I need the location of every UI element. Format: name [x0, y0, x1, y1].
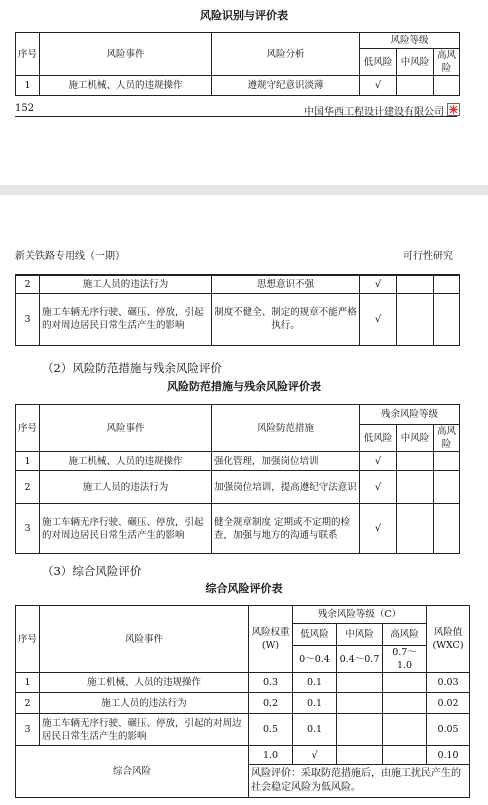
cell-weight: 0.3: [249, 673, 293, 693]
cell-high: [434, 275, 460, 293]
range-mid: 0.4～0.7: [337, 646, 383, 673]
cell-low: √: [360, 76, 397, 96]
mitigation-table: [15, 404, 460, 554]
cell-mid: [337, 693, 383, 714]
cell-analysis: 思想意识不强: [212, 275, 360, 293]
header-mid: 中风险: [397, 49, 434, 76]
risk-identification-table-continued: [15, 274, 460, 346]
cell-measure: 健全规章制度 定期或不定期的检查，加强与地方的沟通与联系: [212, 504, 360, 554]
page-separator: [0, 185, 488, 195]
header-seq: 序号: [16, 405, 40, 452]
cell-event: 施工人员的违法行为: [40, 693, 249, 714]
header-level: 残余风险等级: [360, 405, 460, 425]
total-mid: [337, 746, 383, 765]
cell-seq: 1: [16, 673, 40, 693]
cell-mid: [337, 673, 383, 693]
cell-low: √: [360, 504, 397, 554]
cell-seq: 3: [16, 504, 40, 554]
cell-seq: 1: [16, 452, 40, 471]
cell-mid: [397, 76, 434, 96]
cell-measure: 强化管理，加强岗位培训: [212, 452, 360, 471]
header-level: 风险等级: [360, 33, 460, 49]
table-row: [16, 471, 460, 504]
cell-analysis: 制度不健全、制定的规章不能严格执行。: [212, 293, 360, 345]
comprehensive-risk-table: [15, 605, 470, 798]
project-name: 新关铁路专用线（一期）: [15, 251, 125, 262]
cell-weight: 0.5: [249, 714, 293, 746]
table-row: [16, 275, 460, 293]
table-row: [16, 452, 460, 471]
table-row: [16, 714, 470, 746]
cell-seq: 2: [16, 275, 40, 293]
overall-label: 综合风险: [16, 746, 249, 798]
cell-seq: 3: [16, 293, 40, 345]
cell-analysis: 遵规守纪意识淡薄: [212, 76, 360, 96]
table-row: [16, 76, 460, 96]
cell-event: 施工机械、人员的违规操作: [40, 673, 249, 693]
total-value: 0.10: [427, 746, 470, 765]
header-mid: 中风险: [337, 624, 383, 646]
header-weight: 风险权重(W): [249, 606, 293, 673]
cell-low: 0.1: [293, 673, 337, 693]
cell-mid: [397, 452, 434, 471]
cell-low: 0.1: [293, 693, 337, 714]
cell-high: [434, 452, 460, 471]
header-high: 高风险: [434, 49, 460, 76]
table-row: [16, 693, 470, 714]
cell-seq: 2: [16, 693, 40, 714]
header-event: 风险事件: [40, 33, 212, 76]
cell-high: [434, 504, 460, 554]
header-low: 低风险: [293, 624, 337, 646]
section-2-heading: （2）风险防范措施与残余风险评价: [42, 361, 222, 375]
table-row: [16, 504, 460, 554]
total-row: [16, 746, 470, 765]
cell-seq: 3: [16, 714, 40, 746]
header-low: 低风险: [360, 49, 397, 76]
cell-mid: [337, 714, 383, 746]
page-1-bottom: [0, 0, 488, 125]
cell-high: [434, 293, 460, 345]
page-header: [15, 247, 453, 261]
cell-value: 0.02: [427, 693, 470, 714]
cell-seq: 2: [16, 471, 40, 504]
cell-high: [383, 673, 427, 693]
table3-title: 综合风险评价表: [205, 582, 283, 595]
cell-low: √: [360, 471, 397, 504]
cell-mid: [397, 293, 434, 345]
table2-title: 风险防范措施与残余风险评价表: [167, 380, 321, 393]
cell-event: 施工车辆无序行驶、碾压、停放，引起的对周边居民日常生活产生的影响: [40, 714, 249, 746]
risk-identification-table: [15, 32, 460, 96]
header-analysis: 风险分析: [212, 33, 360, 76]
cell-event: 施工人员的违法行为: [40, 275, 212, 293]
cell-low: 0.1: [293, 714, 337, 746]
cell-event: 施工人员的违法行为: [40, 471, 212, 504]
header-low: 低风险: [360, 425, 397, 452]
range-high: 0.7～1.0: [383, 646, 427, 673]
cell-event: 施工机械、人员的违规操作: [40, 452, 212, 471]
cell-high: [434, 76, 460, 96]
cell-mid: [397, 275, 434, 293]
total-check: √: [293, 746, 337, 765]
header-mid: 中风险: [397, 425, 434, 452]
cell-high: [434, 471, 460, 504]
cell-event: 施工车辆无序行驶、碾压、停放，引起的对周边居民日常生活产生的影响: [40, 293, 212, 345]
cell-low: √: [360, 293, 397, 345]
header-high: 高风险: [434, 425, 460, 452]
header-seq: 序号: [16, 606, 40, 673]
total-weight: 1.0: [249, 746, 293, 765]
cell-measure: 加强岗位培训，提高遵纪守法意识: [212, 471, 360, 504]
cell-value: 0.05: [427, 714, 470, 746]
cell-seq: 1: [16, 76, 40, 96]
cell-low: √: [360, 452, 397, 471]
cell-event: 施工车辆无序行驶、碾压、停放，引起的对周边居民日常生活产生的影响: [40, 504, 212, 554]
cell-low: √: [360, 275, 397, 293]
overall-conclusion: 风险评价：采取防范措施后，由施工扰民产生的社会稳定风险为低风险。: [249, 765, 470, 798]
header-high: 高风险: [383, 624, 427, 646]
cell-weight: 0.2: [249, 693, 293, 714]
total-high: [383, 746, 427, 765]
cell-high: [383, 693, 427, 714]
cell-event: 施工机械、人员的违规操作: [40, 76, 212, 96]
section-3-heading: （3）综合风险评价: [42, 564, 142, 578]
company-logo-icon: [447, 103, 460, 116]
cell-mid: [397, 471, 434, 504]
header-event: 风险事件: [40, 606, 249, 673]
table-row: [16, 293, 460, 345]
header-event: 风险事件: [40, 405, 212, 452]
cell-value: 0.03: [427, 673, 470, 693]
page-number: 152: [15, 103, 35, 114]
page-footer: [15, 103, 457, 117]
cell-mid: [397, 504, 434, 554]
table1-title: 风险识别与评价表: [200, 9, 288, 22]
header-value: 风险值(WXC): [427, 606, 470, 673]
table-row: [16, 673, 470, 693]
page-gap: [0, 125, 488, 218]
document-type: 可行性研究: [403, 251, 453, 262]
header-seq: 序号: [16, 33, 40, 76]
header-level: 残余风险等级（C）: [293, 606, 427, 624]
cell-high: [383, 714, 427, 746]
range-low: 0～0.4: [293, 646, 337, 673]
header-measure: 风险防范措施: [212, 405, 360, 452]
company-name: 中国华西工程设计建设有限公司: [304, 107, 444, 118]
